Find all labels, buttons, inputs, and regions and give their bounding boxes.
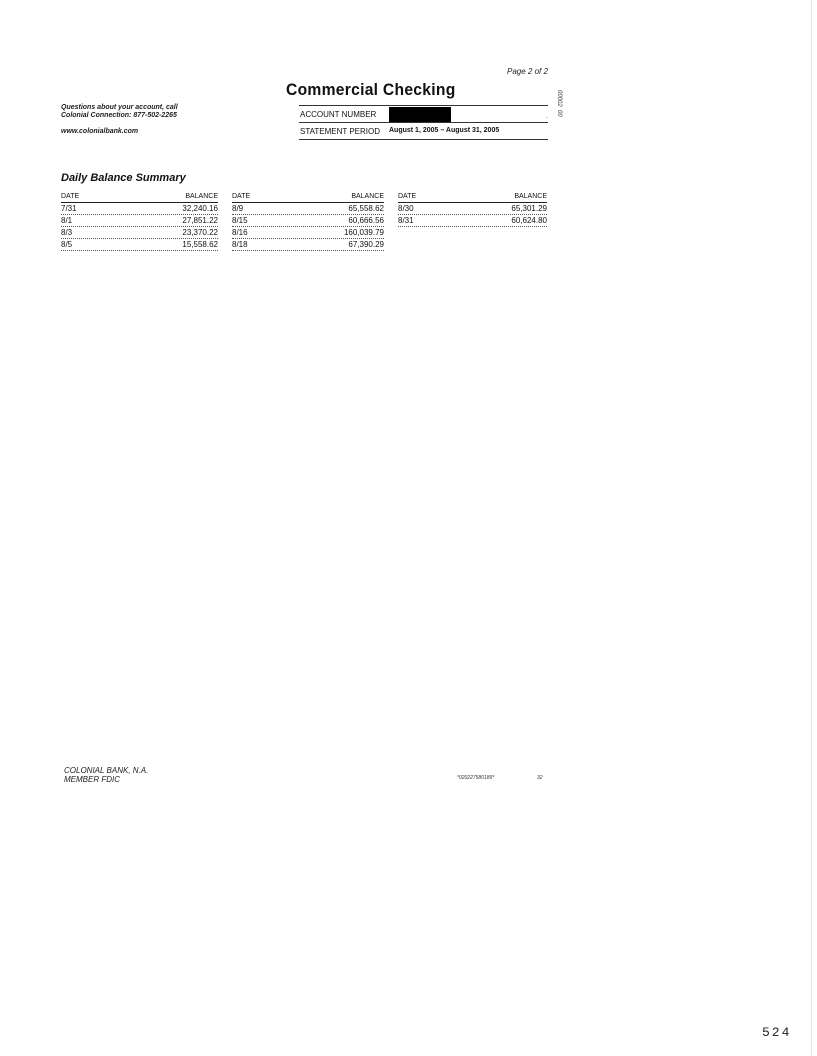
website-link[interactable]: www.colonialbank.com bbox=[61, 128, 139, 135]
table-row bbox=[232, 227, 384, 239]
row-date: 7/31 bbox=[61, 204, 77, 213]
column-header bbox=[398, 192, 547, 203]
row-date: 8/1 bbox=[61, 216, 73, 225]
row-date: 8/30 bbox=[398, 204, 414, 213]
balance-column-3 bbox=[398, 192, 547, 227]
row-balance: 160,039.79 bbox=[343, 228, 384, 237]
side-code-bottom: 00 bbox=[556, 110, 562, 117]
row-balance: 32,240.16 bbox=[182, 204, 218, 213]
bank-name: COLONIAL BANK, N.A. bbox=[64, 766, 149, 775]
row-date: 8/31 bbox=[398, 216, 414, 225]
table-row bbox=[61, 203, 218, 215]
account-bottom-rule bbox=[299, 139, 548, 140]
account-number-redaction bbox=[389, 107, 451, 123]
row-date: 8/16 bbox=[232, 228, 248, 237]
row-date: 8/18 bbox=[232, 240, 248, 249]
account-number-label: ACCOUNT NUMBER bbox=[300, 110, 377, 119]
date-header: DATE bbox=[398, 193, 417, 200]
table-row bbox=[61, 239, 218, 251]
account-tick-mark: . bbox=[546, 113, 548, 120]
side-code-top: 00002 bbox=[556, 90, 562, 107]
date-header: DATE bbox=[61, 193, 80, 200]
statement-period-value: August 1, 2005 – August 31, 2005 bbox=[389, 127, 500, 134]
page-indicator: Page 2 of 2 bbox=[507, 67, 548, 76]
row-date: 8/9 bbox=[232, 204, 244, 213]
balance-column-1 bbox=[61, 192, 218, 251]
row-date: 8/15 bbox=[232, 216, 248, 225]
contact-line-1: Questions about your account, call bbox=[61, 104, 178, 111]
row-date: 8/5 bbox=[61, 240, 73, 249]
row-balance: 60,624.80 bbox=[511, 216, 547, 225]
table-row bbox=[398, 203, 547, 215]
balance-header: BALANCE bbox=[351, 193, 384, 200]
contact-line-2: Colonial Connection: 877-502-2265 bbox=[61, 112, 177, 119]
footer-number: 32 bbox=[537, 775, 543, 781]
row-balance: 60,666.56 bbox=[348, 216, 384, 225]
daily-balance-summary-title: Daily Balance Summary bbox=[61, 172, 186, 184]
column-header bbox=[61, 192, 218, 203]
statement-period-label: STATEMENT PERIOD bbox=[300, 127, 381, 136]
row-balance: 65,558.62 bbox=[348, 204, 384, 213]
table-row bbox=[232, 215, 384, 227]
row-balance: 67,390.29 bbox=[348, 240, 384, 249]
routing-code: *020227580189* bbox=[457, 775, 495, 781]
row-balance: 15,558.62 bbox=[182, 240, 218, 249]
member-fdic: MEMBER FDIC bbox=[64, 775, 120, 784]
table-row bbox=[61, 215, 218, 227]
row-balance: 23,370.22 bbox=[182, 228, 218, 237]
table-row bbox=[61, 227, 218, 239]
row-balance: 65,301.29 bbox=[511, 204, 547, 213]
table-row bbox=[232, 239, 384, 251]
table-row bbox=[232, 203, 384, 215]
column-header bbox=[232, 192, 384, 203]
balance-column-2 bbox=[232, 192, 384, 251]
row-date: 8/3 bbox=[61, 228, 73, 237]
account-top-rule bbox=[299, 105, 548, 106]
document-title: Commercial Checking bbox=[286, 80, 456, 99]
date-header: DATE bbox=[232, 193, 251, 200]
account-middle-rule bbox=[299, 122, 548, 123]
page-edge bbox=[811, 0, 812, 1056]
row-balance: 27,851.22 bbox=[182, 216, 218, 225]
table-row bbox=[398, 215, 547, 227]
balance-header: BALANCE bbox=[185, 193, 218, 200]
bates-stamp: 524 bbox=[762, 1025, 792, 1040]
balance-header: BALANCE bbox=[514, 193, 547, 200]
